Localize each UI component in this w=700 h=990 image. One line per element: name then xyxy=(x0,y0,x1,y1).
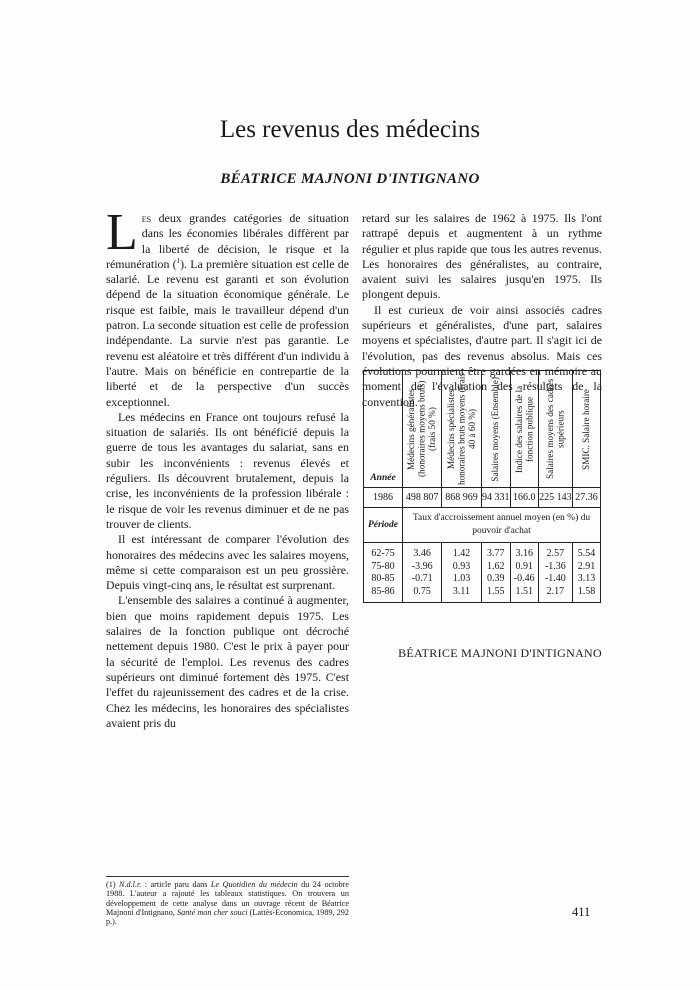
rate-cell: -1.36 xyxy=(544,560,566,572)
paragraph-6: Il est curieux de voir ainsi associés cadres supérieurs et généralistes, d'une part, salaires moyens et spécialistes, d'autre part. Il s'agit ici de l'évolution, pas des revenus absolus. Mais ces évolutions pourraient être gardées en mémoire au moment de l'évaluation des résultats de la convention. xyxy=(362,302,602,409)
footnote-text-b: du 24 octobre 1988. L'auteur a rajouté les tableaux statistiques. On trouvera un développement de cette analyse dans un ouvrage récent de Béatrice Majnoni d'Intignano, xyxy=(106,880,349,917)
rate-cell: 1.62 xyxy=(486,560,505,572)
col-header-public-index xyxy=(510,371,538,488)
rate-cell: 0.75 xyxy=(413,585,431,597)
period-label: 85-86 xyxy=(371,585,395,597)
value-cell: 498 807 xyxy=(403,488,442,508)
col-header-specialists xyxy=(442,371,481,488)
col-header-smic xyxy=(573,371,601,488)
rate-cell: 1.51 xyxy=(515,585,533,597)
paragraph-3: Il est intéressant de comparer l'évolution des honoraires des médecins avec les salaires moyens, même si cette comparaison est un peu grossière. Depuis vingt-cinq ans, le résultat est surprenant. xyxy=(106,532,349,593)
footnote xyxy=(106,876,349,926)
page-number: 411 xyxy=(572,905,591,919)
period-values-avg-salaries xyxy=(481,543,510,603)
value-cell: 94 331 xyxy=(481,488,510,508)
paragraph-5: retard sur les salaires de 1962 à 1975. Ils l'ont rattrapé depuis et augmentent à un rythme régulier et plus rapide que tous les autres revenus. Les honoraires des généralistes, au contraire, avaient suivi les salaires jusqu'en 1975. Ils plongent depuis. xyxy=(362,211,602,302)
footnote-text-a: : article paru dans xyxy=(141,880,211,889)
footnote-ndlr: N.d.l.r. xyxy=(119,880,142,889)
text-column-left xyxy=(106,204,349,731)
col-header-text: SMIC. Salaire horaire xyxy=(581,388,592,470)
footnote-book: Santé mon cher souci xyxy=(177,907,248,917)
footnote-ref[interactable]: 1 xyxy=(176,256,181,265)
col-header-text: Indice des salaires de la fonction publique xyxy=(513,385,535,473)
year-header: Année xyxy=(364,371,403,488)
author-signature: BÉATRICE MAJNONI D'INTIGNANO xyxy=(398,646,602,660)
rate-cell: 3.11 xyxy=(452,585,471,597)
period-values-specialists xyxy=(442,543,481,603)
period-values-smic xyxy=(573,543,601,603)
footnote-marker: (1) xyxy=(106,880,116,889)
paragraph-1-end: ). La première situation est celle de salarié. Le revenu est garanti et son évolution dépend de la situation économique générale. Le risque est faible, mais le travailleur dépend d'un patron. La seconde situation est celle de profession indépendante. La survie n'est pas garantie. Le revenu est aléatoire et très différent d'un individu à l'autre. Mais on bénéficie en contrepartie de la liberté et de la perspective d'un succès exceptionnel. xyxy=(106,256,349,409)
period-label: 62-75 xyxy=(371,548,395,559)
table-period-header-row xyxy=(364,508,601,543)
rate-cell: 2.57 xyxy=(546,548,565,559)
year-cell: 1986 xyxy=(364,488,403,508)
article-author: BÉATRICE MAJNONI D'INTIGNANO xyxy=(220,171,480,187)
footnote-text-c: (Lattès-Economica, 1989, 292 p.). xyxy=(106,907,349,927)
col-header-avg-salaries xyxy=(481,371,510,488)
paragraph-1-text: deux grandes catégories de situation dans les économies libérales diffèrent par la liberté de décision, le risque et la rémunération ( xyxy=(106,211,349,271)
col-header-text: Salaires moyens (Ensemble) xyxy=(490,376,501,482)
rate-cell: 1.03 xyxy=(452,573,471,584)
col-header-text: Médecins généralistes (honoraires moyens bruts) (frais 50 %) xyxy=(406,380,438,478)
drop-cap: L xyxy=(106,204,138,261)
period-values-public-index xyxy=(510,543,538,603)
paragraph-2: Les médecins en France ont toujours refusé la situation de salariés. Ils ont bénéficié depuis la guerre de tous les avantages du salariat, sans en subir les inconvénients : revenus élevés et réguliers. Ils découvrent brutalement, depuis la crise, les inconvénients de la profession libérale : le risque de voir les revenus diminuer et de ne pas trouver de clients. xyxy=(106,409,349,531)
period-values-generalists xyxy=(403,543,442,603)
rate-cell: 3.16 xyxy=(515,548,533,559)
rate-cell: -0.71 xyxy=(411,573,433,584)
period-label: 75-80 xyxy=(371,560,395,572)
rate-cell: 1.55 xyxy=(486,585,505,597)
rate-cell: 2.91 xyxy=(577,560,596,572)
period-values-executives xyxy=(538,543,572,603)
rate-cell: 2.17 xyxy=(546,585,565,597)
period-description: Taux d'accroissement annuel moyen (en %) du pouvoir d'achat xyxy=(403,508,601,543)
table-period-values-row xyxy=(364,543,601,603)
rate-cell: 3.13 xyxy=(577,573,596,584)
value-cell: 166.0 xyxy=(510,488,538,508)
article-title: Les revenus des médecins xyxy=(219,116,481,143)
rate-cell: 5.54 xyxy=(577,548,596,559)
value-cell: 27.36 xyxy=(573,488,601,508)
table-header-row xyxy=(364,371,601,488)
col-header-executives xyxy=(538,371,572,488)
rate-cell: 3.77 xyxy=(486,548,505,559)
rate-cell: 1.58 xyxy=(577,585,596,597)
paragraph-1 xyxy=(106,204,349,410)
rate-cell: 1.42 xyxy=(452,548,471,559)
rate-cell: 0.93 xyxy=(452,560,471,572)
value-cell: 868 969 xyxy=(442,488,481,508)
rate-cell: 0.91 xyxy=(515,560,533,572)
period-label: 80-85 xyxy=(371,573,395,584)
paragraph-1-smallcaps: es xyxy=(141,211,152,225)
rate-cell: 3.46 xyxy=(413,548,431,559)
rate-cell: 0.39 xyxy=(486,573,505,584)
footnote-source: Le Quotidien du médecin xyxy=(210,880,298,889)
value-cell: 225 143 xyxy=(538,488,572,508)
rate-cell: -1.40 xyxy=(544,573,566,584)
col-header-text: Salaires moyens des cadres supérieurs xyxy=(544,378,566,480)
period-header: Période xyxy=(364,508,403,543)
col-header-text: Médecins spécialistes honoraires bruts moyens (frais 40 à 60 %) xyxy=(445,373,477,486)
table-row-1986 xyxy=(364,488,601,508)
col-header-generalists xyxy=(403,371,442,488)
rate-cell: -0.46 xyxy=(513,573,535,584)
income-table xyxy=(363,370,601,603)
paragraph-4: L'ensemble des salaires a continué à augmenter, bien que moins rapidement depuis 1975. Les salaires de la fonction publique ont décroché nettement depuis 1980. C'est le prix à payer pour la sécurité de l'emploi. Les revenus des cadres supérieurs ont diminué fortement dès 1975. C'est l'effet du rajeunissement des cadres et de la crise. Chez les médecins, les honoraires des spécialistes avaient pris du xyxy=(106,593,349,730)
rate-cell: -3.96 xyxy=(411,560,433,572)
period-labels xyxy=(364,543,403,603)
